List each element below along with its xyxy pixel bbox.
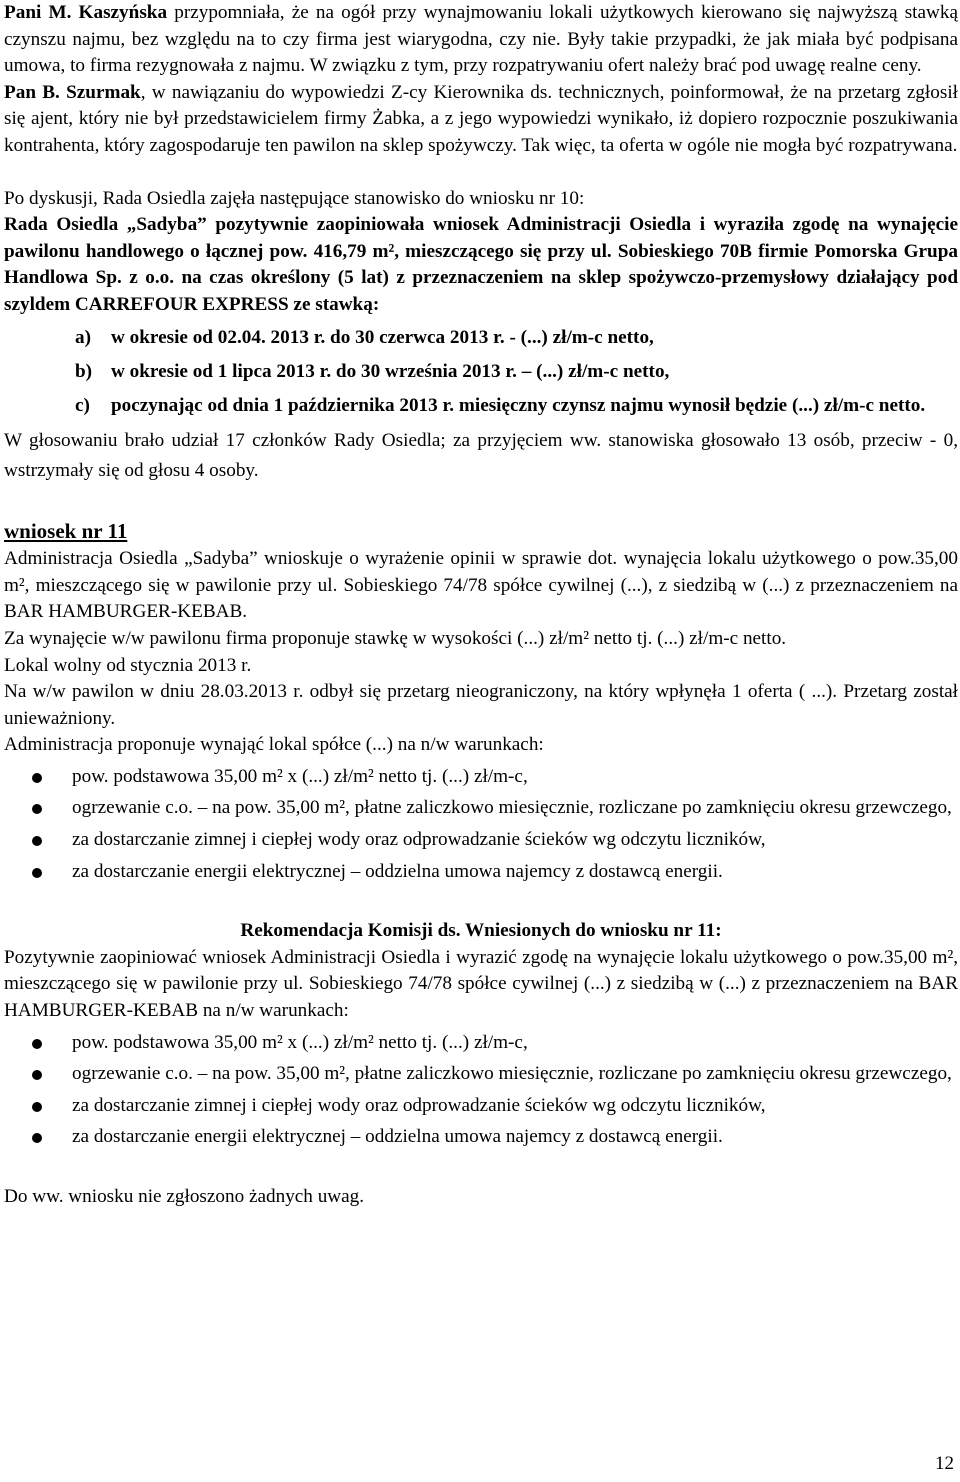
council-resolution [4,212,958,318]
paragraph-text: przypomniała, że na ogół przy wynajmowaniu lokali użytkowych kierowano się najwyższą stawką czynszu najmu, bez względu na to czy firma jest wiarygodna, czy nie. Były takie przypadki, że jak miała być podpisana umowa, to firma rezygnowała z najmu. W związku z tym, przy rozpatrywaniu ofert należy brać pod uwagę realne ceny. [4,2,958,77]
list-text: pow. podstawowa 35,00 m² x (...) zł/m² netto tj. (...) zł/m-c, [72,765,528,787]
list-text: ogrzewanie c.o. – na pow. 35,00 m², płatne zaliczkowo miesięcznie, rozliczane po zamknięciu okresu grzewczego, [72,1063,952,1085]
bullet-icon [32,868,42,878]
list-text: w okresie od 1 lipca 2013 r. do 30 września 2013 r. – (...) zł/m-c netto, [111,360,670,382]
w11-conditions-list [4,764,958,885]
page-number: 12 [935,1453,954,1475]
heading-text: Rekomendacja Komisji ds. Wniesionych do wniosku nr 11: [240,920,722,942]
list-item [4,1093,958,1120]
list-item [4,764,958,791]
list-text: za dostarczanie energii elektrycznej – oddzielna umowa najemcy z dostawcą energii. [72,1126,723,1148]
bullet-icon [32,1070,42,1080]
vote-result: W głosowaniu brało udział 17 członków Rady Osiedla; za przyjęciem ww. stanowiska głosowało 13 osób, przeciw - 0, wstrzymały się od głosu 4 osoby. [4,429,958,481]
list-text: w okresie od 02.04. 2013 r. do 30 czerwca 2013 r. - (...) zł/m-c netto, [111,326,654,348]
bullet-icon [32,836,42,846]
list-item [4,1030,958,1057]
closing-note: Do ww. wniosku nie zgłoszono żadnych uwag. [4,1186,365,1207]
list-text: ogrzewanie c.o. – na pow. 35,00 m², płatne zaliczkowo miesięcznie, rozliczane po zamknięciu okresu grzewczego, [72,797,952,819]
w11-line: Administracja proponuje wynająć lokal spółce (...) na n/w warunkach: [4,734,544,756]
recommendation-heading [4,918,958,945]
discussion-intro: Po dyskusji, Rada Osiedla zajęła następujące stanowisko do wniosku nr 10: [4,187,585,209]
w11-line: Na w/w pawilon w dniu 28.03.2013 r. odbył się przetarg nieograniczony, na który wpłynęła 1 oferta ( ...). Przetarg został unieważniony. [4,681,958,729]
list-text: za dostarczanie zimnej i ciepłej wody oraz odprowadzanie ścieków wg odczytu liczników, [72,1094,766,1116]
paragraph-text: , w nawiązaniu do wypowiedzi Z-cy Kierownika ds. technicznych, poinformował, że na przetarg zgłosił się ajent, który nie był przedstawicielem firmy Żabka, a z jego wypowiedzi wynikało, iż dopiero rozpocznie poszukiwania kontrahenta, który zagospodaruje ten pawilon na sklep spożywczy. Tak więc, ta oferta w ogóle nie mogła być rozpatrywana. [4,81,958,156]
spacer [4,160,958,186]
w11-line: Za wynajęcie w/w pawilonu firma proponuje stawkę w wysokości (...) zł/m² netto tj. (...) zł/m-c netto. [4,627,787,649]
list-label: c) [75,394,90,416]
spacer [4,1154,958,1184]
bullet-icon [32,1133,42,1143]
section-heading-w11 [4,518,958,547]
document-page [4,0,958,1211]
bullet-icon [32,773,42,783]
list-label: b) [75,360,93,382]
paragraph-szurmak [4,80,958,160]
list-item [4,859,958,886]
list-item [75,324,958,351]
spacer [4,888,958,918]
list-text: pow. podstawowa 35,00 m² x (...) zł/m² netto tj. (...) zł/m-c, [72,1031,528,1053]
list-item [4,1124,958,1151]
list-text: za dostarczanie energii elektrycznej – oddzielna umowa najemcy z dostawcą energii. [72,860,723,882]
rate-list [4,324,958,419]
speaker-name: Pani M. Kaszyńska [4,2,168,23]
paragraph-kaszynska [4,0,958,80]
bullet-icon [32,1039,42,1049]
spacer [4,486,958,518]
list-item [75,358,958,385]
list-item [4,827,958,854]
list-text: poczynając od dnia 1 października 2013 r. miesięczny czynsz najmu wynosił będzie (...) zł/m-c netto. [111,394,926,416]
list-item [4,795,958,822]
rek-conditions-list [4,1030,958,1151]
bullet-icon [32,804,42,814]
w11-line: Lokal wolny od stycznia 2013 r. [4,654,252,676]
w11-line: Administracja Osiedla „Sadyba” wnioskuje o wyrażenie opinii w sprawie dot. wynajęcia lokalu użytkowego o pow.35,00 m², mieszczącego się w pawilonie przy ul. Sobieskiego 74/78 spółce cywilnej (...), z siedzibą w (...) z przeznaczeniem na BAR HAMBURGER-KEBAB. [4,548,958,623]
resolution-text: Rada Osiedla „Sadyba” pozytywnie zaopiniowała wniosek Administracji Osiedla i wyraziła zgodę na wynajęcie pawilonu handlowego o łącznej pow. 416,79 m², mieszczącego się przy ul. Sobieskiego 70B firmie Pomorska Grupa Handlowa Sp. z o.o. na czas określony (5 lat) z przeznaczeniem na sklep spożywczo-przemysłowy działający pod szyldem CARREFOUR EXPRESS ze stawką: [4,214,958,315]
list-label: a) [75,326,91,348]
speaker-name: Pan B. Szurmak [4,81,141,103]
bullet-icon [32,1102,42,1112]
list-text: za dostarczanie zimnej i ciepłej wody oraz odprowadzanie ścieków wg odczytu liczników, [72,829,766,851]
list-item [4,1061,958,1088]
heading-text: wniosek nr 11 [4,518,128,543]
recommendation-text: Pozytywnie zaopiniować wniosek Administracji Osiedla i wyrazić zgodę na wynajęcie lokalu użytkowego o pow.35,00 m², mieszczącego się w pawilonie przy ul. Sobieskiego 74/78 spółce cywilnej (...) z siedzibą w (...) z przeznaczeniem na BAR HAMBURGER-KEBAB na n/w warunkach: [4,946,958,1022]
list-item [75,392,958,419]
